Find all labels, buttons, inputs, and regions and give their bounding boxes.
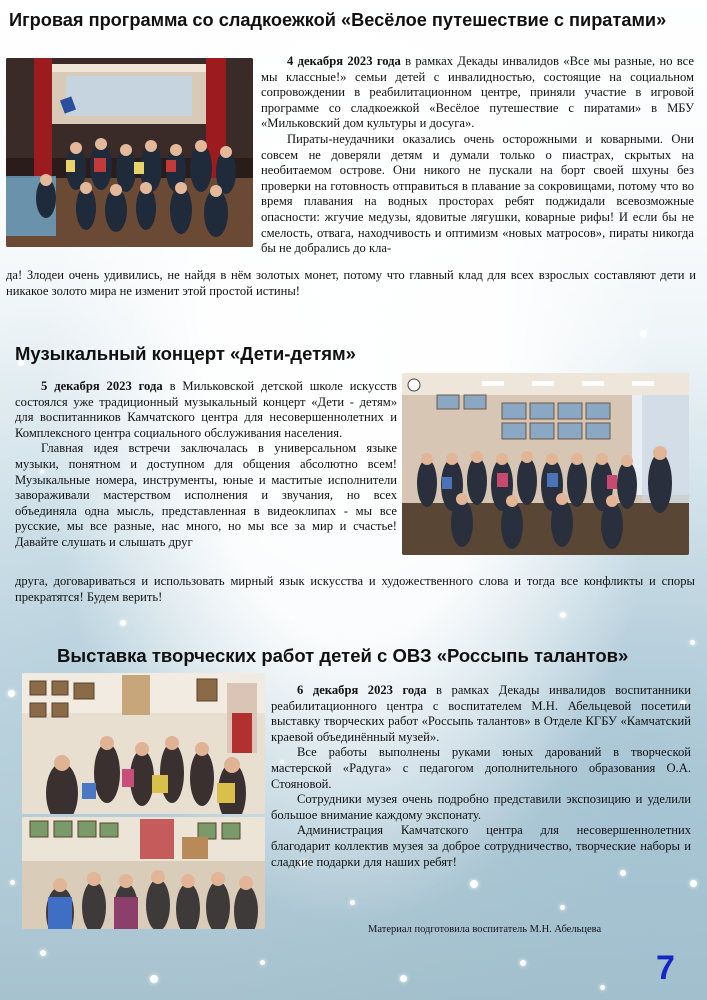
article-1-paragraph-1 bbox=[261, 54, 694, 132]
article-1-paragraph-1-text: в рамках Декады инвалидов «Все мы разные, но все мы классные!» семьи детей с инвалидностью, состоящие на социальном сопровождении в реабилитационном центре, приняли участие в игровой программе со сладкоежкой «Весёлое путешествие с пиратами» в МБУ «Мильковский дом культуры и досуга». bbox=[261, 54, 694, 131]
article-3-body bbox=[271, 683, 691, 870]
page-number: 7 bbox=[656, 949, 675, 987]
article-1-title: Игровая программа со сладкоежкой «Весёлое путешествие с пиратами» bbox=[9, 10, 667, 30]
article-3-photo-2 bbox=[22, 817, 265, 929]
article-2-photo bbox=[402, 373, 689, 555]
article-3-paragraph-1 bbox=[271, 683, 691, 745]
article-3-title: Выставка творческих работ детей с ОВЗ «Россыпь талантов» bbox=[57, 645, 629, 666]
article-1-paragraph-2: Пираты-неудачники оказались очень осторожными и коварными. Они совсем не доверяли детям и думали только о пиастрах, скрытых на необитаемом острове. Они никого не пускали на борт своей шхуны без проверки на готовность отправиться в плавание за сокровищами, потому что во время плавания на водных просторах ребят поджидали всевозможные опасности: жгучие медузы, ядовитые лягушки, коварные рифы! И если бы не смелость, отвага, находчивость и оптимизм «новых матросов», пираты никогда бы не добрались до кла- bbox=[261, 131, 694, 256]
article-3-paragraph-3: Сотрудники музея очень подробно представили экспозицию и уделили большое внимание каждому экспонату. bbox=[271, 792, 691, 822]
article-2-date: 5 декабря 2023 года bbox=[41, 379, 163, 393]
article-2-title: Музыкальный концерт «Дети-детям» bbox=[15, 343, 356, 364]
author-credit: Материал подготовила воспитатель М.Н. Абельцева bbox=[368, 924, 602, 935]
article-2-paragraph-1-text: в Мильковской детской школе искусств состоялся уже традиционный музыкальный концерт «Дети - детям» для воспитанников Камчатского центра для несовершеннолетних и Комплексного центра социального обслуживания населения. bbox=[15, 379, 397, 440]
article-3-paragraph-2: Все работы выполнены руками юных дарований в творческой мастерской «Радуга» с педагогом дополнительного образования О.А. Стояновой. bbox=[271, 745, 691, 791]
article-2-paragraph-2-continuation: друга, договариваться и использовать мирный язык искусства и художественного слова и тогда все конфликты и споры прекратятся! Будем верить! bbox=[15, 574, 695, 604]
article-3-paragraph-1-text: в рамках Декады инвалидов воспитанники реабилитационного центра с воспитателем М.Н. Абельцевой посетили выставку творческих работ «Россыпь талантов» в Отделе КГБУ «Камчатский краевой объединённый музей». bbox=[271, 683, 691, 744]
article-1-paragraph-2-continuation: да! Злодеи очень удивились, не найдя в нём золотых монет, потому что главный клад для всех взрослых составляют дети и никакое золото мира не изменит этой простой истины! bbox=[6, 268, 696, 298]
article-2-paragraph-2: Главная идея встречи заключалась в универсальном языке музыки, понятном и доступном для общения абсолютно всем! Музыкальные номера, инструменты, юные и маститые исполнители завораживали мастерством исполнения и звучания, но всех объединяла одна мысль, представленная в видеоклипах - мы все русские, мы все разные, нас много, но мы все за мир и счастье! Давайте слушать и слышать друг bbox=[15, 441, 397, 549]
article-1-body bbox=[261, 54, 694, 257]
article-1-date: 4 декабря 2023 года bbox=[287, 54, 401, 68]
article-3-date: 6 декабря 2023 года bbox=[297, 683, 427, 697]
article-3-paragraph-4: Администрация Камчатского центра для несовершеннолетних благодарит коллектив музея за доброе сотрудничество, творческие наборы и сладкие подарки для наших ребят! bbox=[271, 823, 691, 869]
article-2-paragraph-1 bbox=[15, 379, 397, 441]
article-2-body bbox=[15, 379, 397, 551]
article-3-photo-1 bbox=[22, 673, 265, 814]
article-1-photo bbox=[6, 58, 253, 247]
